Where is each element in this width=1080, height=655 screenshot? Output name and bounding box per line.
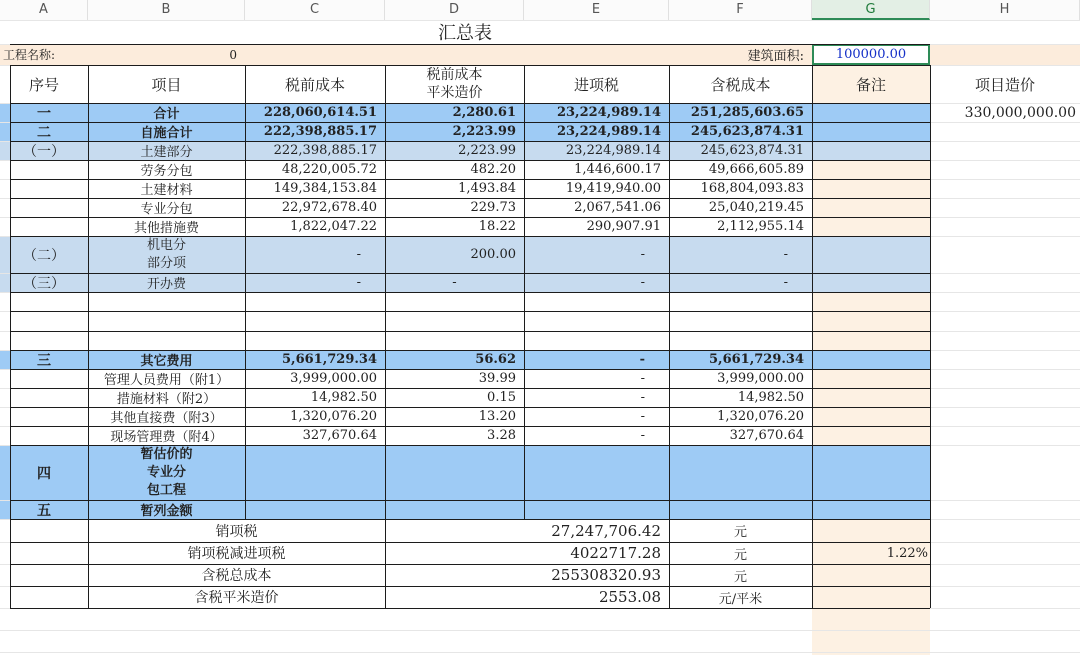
summary-unit[interactable]: 元 bbox=[733, 547, 747, 563]
row-fill-remark bbox=[812, 500, 930, 519]
row-pre-tax-unit-cell[interactable]: 2,223.99 bbox=[458, 143, 516, 158]
row-pre-tax-cost-cell[interactable]: 222,398,885.17 bbox=[263, 124, 377, 139]
area-label[interactable]: 建筑面积: bbox=[747, 49, 804, 64]
row-pre-tax-unit-cell[interactable]: 0.15 bbox=[487, 390, 516, 405]
row-seq-cell[interactable]: （二） bbox=[23, 247, 65, 264]
row-tax-incl-cost-cell[interactable]: 2,112,955.14 bbox=[717, 219, 804, 234]
grid-line bbox=[10, 44, 930, 45]
grid-line bbox=[10, 500, 930, 501]
row-seq-cell[interactable] bbox=[0, 426, 88, 445]
row-item-line: 部分项 bbox=[146, 255, 186, 271]
row-pre-tax-cost-cell[interactable]: 149,384,153.84 bbox=[273, 181, 377, 196]
row-pre-tax-unit-cell[interactable]: 200.00 bbox=[470, 247, 516, 262]
row-input-tax-cell[interactable]: 19,419,940.00 bbox=[565, 181, 661, 196]
summary-unit[interactable]: 元 bbox=[733, 569, 747, 585]
column-header-g[interactable]: G bbox=[812, 0, 930, 20]
header-tax-incl-cost[interactable]: 含税成本 bbox=[710, 75, 771, 94]
area-value-cell[interactable]: 100000.00 bbox=[812, 44, 930, 65]
grid-line bbox=[10, 445, 930, 446]
summary-label[interactable]: 含税总成本 bbox=[201, 568, 272, 584]
row-tax-incl-cost-cell[interactable]: 14,982.50 bbox=[737, 390, 804, 405]
row-pre-tax-unit-cell[interactable]: 56.62 bbox=[475, 352, 516, 367]
grid-line bbox=[385, 519, 386, 608]
row-seq-cell[interactable]: 三 bbox=[37, 352, 51, 369]
grid-line bbox=[10, 426, 930, 427]
summary-unit[interactable]: 元/平米 bbox=[718, 591, 763, 607]
grid-line bbox=[10, 586, 930, 587]
grid-line bbox=[10, 160, 930, 161]
row-tax-incl-cost-cell[interactable]: 3,999,000.00 bbox=[717, 371, 804, 386]
grid-line bbox=[10, 350, 930, 351]
row-item-cell[interactable] bbox=[88, 236, 245, 273]
row-item-line: 暂估价的 bbox=[140, 446, 193, 462]
row-pre-tax-unit-cell[interactable]: 229.73 bbox=[470, 200, 516, 215]
summary-label[interactable]: 销项税 bbox=[215, 523, 258, 540]
row-pre-tax-cost-cell[interactable]: 222,398,885.17 bbox=[273, 143, 377, 158]
row-fill-remark bbox=[812, 273, 930, 292]
grid-line bbox=[930, 65, 931, 519]
row-seq-cell[interactable] bbox=[0, 217, 88, 236]
summary-note[interactable]: 1.22% bbox=[886, 545, 928, 561]
row-item-cell[interactable]: 劳务分包 bbox=[140, 164, 193, 179]
row-pre-tax-cost-cell[interactable]: 14,982.50 bbox=[310, 390, 377, 405]
sheet-title[interactable]: 汇总表 bbox=[438, 23, 492, 44]
column-header-f[interactable]: F bbox=[669, 0, 812, 20]
row-pre-tax-cost-cell[interactable]: 327,670.64 bbox=[302, 428, 377, 443]
column-header-e[interactable]: E bbox=[524, 0, 669, 20]
grid-line bbox=[524, 65, 525, 519]
row-item-cell[interactable]: 土建材料 bbox=[140, 183, 193, 198]
grid-line bbox=[88, 65, 89, 519]
grid-line bbox=[812, 65, 813, 519]
grid-line bbox=[10, 331, 930, 332]
row-pre-tax-unit-cell[interactable]: 39.99 bbox=[478, 371, 516, 386]
grid-line bbox=[10, 369, 930, 370]
project-name-label[interactable]: 工程名称: bbox=[3, 48, 56, 62]
grid-line bbox=[0, 652, 1080, 653]
row-tax-incl-cost-cell[interactable]: 49,666,605.89 bbox=[708, 162, 804, 177]
grid-line bbox=[10, 179, 930, 180]
row-pre-tax-unit-cell[interactable]: 482.20 bbox=[470, 162, 516, 177]
row-seq-cell[interactable]: （三） bbox=[23, 275, 65, 292]
header-pre-tax-cost[interactable]: 税前成本 bbox=[284, 75, 345, 94]
row-pre-tax-cost-cell[interactable]: - bbox=[356, 275, 361, 290]
row-item-cell[interactable]: 合计 bbox=[153, 107, 180, 122]
row-tax-incl-cost-cell[interactable]: - bbox=[783, 247, 788, 262]
row-input-tax-cell[interactable]: - bbox=[640, 428, 645, 443]
summary-label[interactable]: 含税平米造价 bbox=[194, 590, 279, 606]
summary-value[interactable]: 27,247,706.42 bbox=[551, 521, 661, 540]
row-fill-remark bbox=[812, 350, 930, 369]
row-tax-incl-cost-cell[interactable]: 245,623,874.31 bbox=[690, 124, 804, 139]
row-input-tax-cell[interactable]: - bbox=[640, 275, 645, 290]
row-input-tax-cell[interactable]: - bbox=[640, 390, 645, 405]
grid-line bbox=[10, 311, 930, 312]
project-name-value[interactable]: 0 bbox=[229, 47, 237, 62]
column-header-h[interactable]: H bbox=[930, 0, 1080, 20]
row-input-tax-cell[interactable]: 23,224,989.14 bbox=[556, 105, 661, 120]
row-item-cell[interactable]: 专业分包 bbox=[140, 202, 193, 217]
row-input-tax-cell[interactable]: - bbox=[640, 247, 645, 262]
grid-line bbox=[10, 519, 11, 608]
column-header-b[interactable]: B bbox=[88, 0, 245, 20]
row-seq-cell[interactable]: 一 bbox=[37, 105, 51, 122]
grid-line bbox=[10, 292, 930, 293]
summary-value[interactable]: 4022717.28 bbox=[570, 544, 661, 562]
row-item-cell[interactable] bbox=[88, 445, 245, 500]
row-tax-incl-cost-cell[interactable]: 245,623,874.31 bbox=[700, 143, 804, 158]
row-tax-incl-cost-cell[interactable]: 251,285,603.65 bbox=[690, 105, 804, 120]
grid-line bbox=[0, 20, 1080, 21]
column-header-a[interactable]: A bbox=[0, 0, 88, 20]
grid-line bbox=[10, 608, 930, 609]
header-pre-tax-unit-line2: 平米造价 bbox=[426, 85, 483, 101]
grid-line bbox=[245, 65, 246, 519]
row-input-tax-cell[interactable]: 23,224,989.14 bbox=[565, 143, 661, 158]
row-input-tax-cell[interactable]: 1,446,600.17 bbox=[574, 162, 661, 177]
column-header-c[interactable]: C bbox=[245, 0, 385, 20]
row-input-tax-cell[interactable]: - bbox=[640, 409, 645, 424]
row-input-tax-cell[interactable]: 23,224,989.14 bbox=[556, 124, 661, 139]
row-input-tax-cell[interactable]: - bbox=[639, 352, 645, 367]
grid-line bbox=[10, 122, 930, 123]
row-item-cell[interactable]: 其它费用 bbox=[140, 354, 193, 369]
row-input-tax-cell[interactable]: 290,907.91 bbox=[586, 219, 661, 234]
row-item-cell[interactable]: 其他措施费 bbox=[133, 221, 199, 236]
row-seq-cell[interactable] bbox=[0, 369, 88, 388]
summary-value[interactable]: 255308320.93 bbox=[551, 566, 661, 584]
header-input-tax[interactable]: 进项税 bbox=[573, 75, 619, 94]
grid-line bbox=[10, 519, 930, 520]
row-input-tax-cell[interactable]: 2,067,541.06 bbox=[574, 200, 661, 215]
row-fill-remark bbox=[812, 103, 930, 122]
row-pre-tax-unit-cell[interactable]: 18.22 bbox=[478, 219, 516, 234]
grid-line bbox=[669, 519, 670, 608]
row-item-cell[interactable]: 管理人员费用（附1） bbox=[103, 373, 230, 388]
row-item-line: 机电分 bbox=[146, 237, 186, 253]
summary-unit[interactable]: 元 bbox=[733, 525, 747, 540]
row-tax-incl-cost-cell[interactable]: 25,040,219.45 bbox=[708, 200, 804, 215]
row-input-tax-cell[interactable]: - bbox=[640, 371, 645, 386]
row-seq-cell[interactable] bbox=[0, 160, 88, 179]
row-tax-incl-cost-cell[interactable]: 327,670.64 bbox=[729, 428, 804, 443]
grid-line bbox=[10, 542, 930, 543]
header-remark[interactable]: 备注 bbox=[855, 75, 886, 94]
grid-line bbox=[10, 103, 930, 104]
row-seq-cell[interactable]: 二 bbox=[37, 124, 51, 141]
row-pre-tax-cost-cell[interactable]: 22,972,678.40 bbox=[281, 200, 377, 215]
grid-line bbox=[10, 388, 930, 389]
row-pre-tax-unit-cell[interactable]: 3.28 bbox=[487, 428, 516, 443]
grid-line bbox=[10, 217, 930, 218]
row-item-cell[interactable]: 现场管理费（附4） bbox=[110, 430, 223, 445]
row-seq-cell[interactable] bbox=[0, 179, 88, 198]
row-pre-tax-cost-cell[interactable]: 48,220,005.72 bbox=[281, 162, 377, 177]
row-fill-remark bbox=[812, 141, 930, 160]
header-seq[interactable]: 序号 bbox=[28, 75, 59, 94]
grid-line bbox=[812, 519, 813, 608]
header-item[interactable]: 项目 bbox=[151, 75, 182, 94]
column-header-d[interactable]: D bbox=[385, 0, 524, 20]
row-tax-incl-cost-cell[interactable]: 5,661,729.34 bbox=[709, 352, 804, 367]
row-seq-cell[interactable] bbox=[0, 407, 88, 426]
row-pre-tax-unit-cell[interactable]: 2,223.99 bbox=[452, 124, 516, 139]
row-tax-incl-cost-cell[interactable]: 168,804,093.83 bbox=[700, 181, 804, 196]
grid-line bbox=[10, 65, 930, 66]
grid-line bbox=[88, 519, 89, 608]
row-seq-cell[interactable]: 四 bbox=[37, 465, 51, 482]
header-pre-tax-unit-price[interactable] bbox=[385, 65, 524, 103]
row-item-cell[interactable]: 措施材料（附2） bbox=[116, 392, 217, 407]
row-pre-tax-unit-cell[interactable]: - bbox=[452, 275, 457, 290]
row-pre-tax-cost-cell[interactable]: - bbox=[356, 247, 361, 262]
row-item-cell[interactable]: 自施合计 bbox=[140, 126, 193, 141]
row-pre-tax-cost-cell[interactable]: 1,822,047.22 bbox=[290, 219, 377, 234]
row-item-cell[interactable]: 暂列金额 bbox=[140, 504, 193, 519]
row-item-cell[interactable]: 土建部分 bbox=[140, 145, 193, 160]
header-project-price[interactable]: 项目造价 bbox=[974, 75, 1035, 94]
row-seq-cell[interactable] bbox=[0, 388, 88, 407]
header-pre-tax-unit-line1: 税前成本 bbox=[426, 67, 483, 83]
row-pre-tax-cost-cell[interactable]: 5,661,729.34 bbox=[282, 352, 377, 367]
row-pre-tax-cost-cell[interactable]: 1,320,076.20 bbox=[290, 409, 377, 424]
grid-line bbox=[10, 564, 930, 565]
grid-line bbox=[10, 141, 930, 142]
row-item-cell[interactable]: 其他直接费（附3） bbox=[110, 411, 223, 426]
row-pre-tax-unit-cell[interactable]: 2,280.61 bbox=[452, 105, 516, 120]
row-item-line: 专业分 bbox=[146, 464, 186, 480]
row-fill-remark bbox=[812, 122, 930, 141]
row-seq-cell[interactable] bbox=[0, 198, 88, 217]
grid-line bbox=[10, 198, 930, 199]
row-pre-tax-cost-cell[interactable]: 228,060,614.51 bbox=[263, 105, 377, 120]
row-pre-tax-cost-cell[interactable]: 3,999,000.00 bbox=[290, 371, 377, 386]
grid-line bbox=[385, 65, 386, 519]
grid-line bbox=[930, 519, 931, 608]
row-pre-tax-unit-cell[interactable]: 13.20 bbox=[478, 409, 516, 424]
row-item-cell[interactable]: 开办费 bbox=[146, 277, 186, 292]
grid-line bbox=[10, 65, 11, 519]
row-seq-cell[interactable]: 五 bbox=[37, 502, 51, 519]
project-price-value[interactable]: 330,000,000.00 bbox=[964, 104, 1076, 121]
row-item-line: 包工程 bbox=[146, 482, 186, 498]
grid-line bbox=[10, 236, 930, 237]
summary-label[interactable]: 销项税减进项税 bbox=[187, 546, 286, 562]
row-fill-remark bbox=[812, 236, 930, 273]
grid-line bbox=[10, 273, 930, 274]
row-pre-tax-unit-cell[interactable]: 1,493.84 bbox=[458, 181, 516, 196]
summary-value[interactable]: 2553.08 bbox=[598, 588, 661, 606]
column-header-bar bbox=[0, 0, 1080, 21]
grid-line bbox=[0, 630, 1080, 631]
row-tax-incl-cost-cell[interactable]: 1,320,076.20 bbox=[717, 409, 804, 424]
grid-line bbox=[10, 407, 930, 408]
grid-line bbox=[669, 65, 670, 519]
row-fill-remark bbox=[812, 445, 930, 500]
row-seq-cell[interactable]: （一） bbox=[23, 143, 65, 160]
row-tax-incl-cost-cell[interactable]: - bbox=[783, 275, 788, 290]
